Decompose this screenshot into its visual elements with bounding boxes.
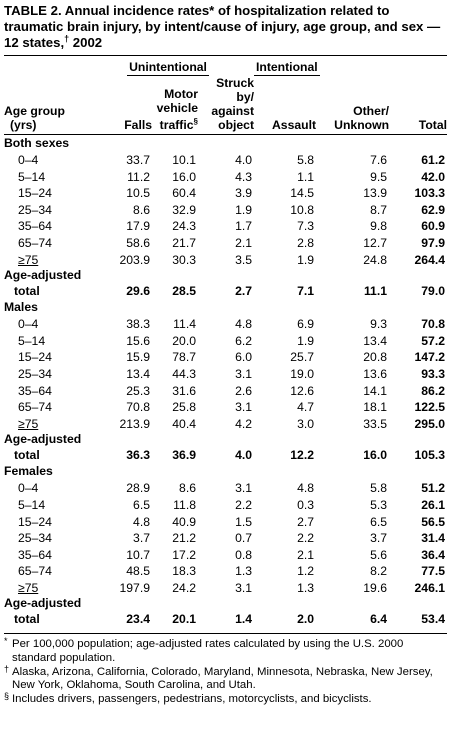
assault-cell: 1.9 [297, 252, 315, 267]
total-cell: 70.8 [421, 317, 446, 332]
motor-cell: 16.0 [172, 169, 196, 184]
total-cell: 62.9 [421, 202, 446, 217]
footnote-1: * Per 100,000 population; age-adjusted rates calculated by using the U.S. 2000 standard population. [4, 636, 404, 665]
struck-cell: 3.1 [235, 366, 253, 381]
other-cell: 18.1 [363, 400, 388, 415]
motor-cell: 18.3 [172, 564, 196, 579]
assault-cell: 2.1 [297, 547, 315, 562]
struck-cell: 0.7 [235, 531, 253, 546]
age-group-cell: 25–34 [18, 202, 52, 217]
motor-cell: 40.9 [172, 514, 196, 529]
falls-cell: 13.4 [126, 366, 150, 381]
table-row [4, 383, 447, 400]
other-cell: 5.8 [370, 481, 388, 496]
adjusted-total-cell: 79.0 [421, 284, 446, 299]
struck-cell: 6.2 [235, 333, 253, 348]
adjusted-falls-cell: 36.3 [126, 448, 150, 463]
falls-cell: 10.5 [126, 186, 150, 201]
age-group-cell: ≥75 [18, 580, 39, 595]
motor-cell: 44.3 [172, 366, 196, 381]
age-group-cell: 25–34 [18, 531, 52, 546]
struck-cell: 3.1 [235, 400, 253, 415]
spanning-header-row [4, 56, 447, 77]
age-adjusted-label: Age-adjusted [4, 268, 82, 283]
assault-cell: 3.0 [297, 416, 315, 431]
other-cell: 5.3 [370, 497, 388, 512]
other-cell: 12.7 [363, 235, 388, 250]
age-group-cell: 65–74 [18, 400, 52, 415]
struck-cell: 3.9 [235, 186, 253, 201]
struck-cell: 1.9 [235, 202, 253, 217]
table-row [4, 480, 447, 497]
age-adjusted-total-label: total [14, 612, 40, 627]
col-header-age-group: Age group (yrs) [4, 104, 65, 132]
adjusted-assault-cell: 7.1 [297, 284, 315, 299]
assault-cell: 14.5 [290, 186, 315, 201]
falls-cell: 38.3 [126, 317, 150, 332]
other-cell: 9.5 [370, 169, 388, 184]
age-adjusted-total-label: total [14, 284, 40, 299]
intentional-header: Intentional [256, 60, 318, 74]
table-row [4, 530, 447, 547]
total-cell: 61.2 [421, 153, 446, 167]
falls-cell: 15.9 [126, 350, 150, 365]
adjusted-total-cell: 105.3 [414, 448, 446, 463]
total-cell: 246.1 [414, 580, 446, 595]
age-group-cell: 15–24 [18, 350, 52, 365]
motor-cell: 20.0 [172, 333, 196, 348]
total-cell: 103.3 [414, 186, 446, 201]
assault-cell: 25.7 [290, 350, 315, 365]
assault-cell: 5.8 [297, 153, 315, 167]
assault-cell: 7.3 [297, 219, 315, 234]
age-group-cell: 0–4 [18, 481, 39, 496]
age-adjusted-total-row [4, 447, 447, 463]
other-cell: 13.9 [363, 186, 388, 201]
motor-cell: 8.6 [179, 481, 196, 496]
table-body [4, 135, 447, 628]
motor-cell: 60.4 [172, 186, 196, 201]
assault-cell: 1.9 [297, 333, 315, 348]
total-cell: 122.5 [414, 400, 446, 415]
struck-cell: 2.6 [235, 383, 253, 398]
falls-cell: 17.9 [126, 219, 150, 234]
assault-cell: 1.1 [297, 169, 315, 184]
falls-cell: 6.5 [133, 497, 150, 512]
incidence-table [4, 55, 447, 627]
table-row [4, 235, 447, 252]
total-cell: 93.3 [421, 366, 446, 381]
table-row [4, 169, 447, 186]
motor-cell: 21.2 [172, 531, 196, 546]
motor-cell: 30.3 [172, 252, 196, 267]
group-label: Females [4, 464, 53, 479]
motor-cell: 40.4 [172, 416, 196, 431]
age-group-cell: 35–64 [18, 547, 52, 562]
falls-cell: 4.8 [133, 514, 150, 529]
table-row [4, 580, 447, 597]
falls-cell: 25.3 [126, 383, 150, 398]
group-heading-row [4, 135, 447, 153]
age-group-cell: 5–14 [18, 169, 46, 184]
falls-cell: 11.2 [127, 169, 150, 184]
col-header-falls: Falls [124, 118, 152, 132]
group-heading-row [4, 463, 447, 480]
age-adjusted-total-row [4, 611, 447, 627]
table-row [4, 366, 447, 383]
total-cell: 26.1 [421, 497, 446, 512]
table-row [4, 333, 447, 350]
assault-cell: 19.0 [290, 366, 315, 381]
total-cell: 31.4 [421, 531, 446, 546]
age-group-cell: 15–24 [18, 514, 52, 529]
struck-cell: 3.5 [235, 252, 253, 267]
table-row [4, 218, 447, 235]
column-header-row [4, 76, 447, 135]
total-cell: 57.2 [421, 333, 446, 348]
falls-cell: 15.6 [126, 333, 150, 348]
col-header-motor-vehicle-traffic: Motor vehicle traffic§ [156, 86, 198, 132]
assault-cell: 1.3 [297, 580, 315, 595]
adjusted-struck-cell: 1.4 [235, 612, 253, 627]
struck-cell: 3.1 [235, 481, 253, 496]
group-label: Both sexes [4, 136, 70, 150]
footnote-2: † Alaska, Arizona, California, Colorado, Maryland, Minnesota, Nebraska, New Jersey, New York, Oklahoma, South Carolina, and Utah. [4, 663, 433, 692]
falls-cell: 10.7 [126, 547, 150, 562]
table-row [4, 202, 447, 219]
other-cell: 20.8 [363, 350, 388, 365]
struck-cell: 2.1 [235, 235, 253, 250]
adjusted-other-cell: 11.1 [363, 284, 388, 299]
group-heading-row [4, 299, 447, 316]
other-cell: 13.4 [363, 333, 388, 348]
age-adjusted-label-row [4, 596, 447, 611]
assault-cell: 6.9 [297, 317, 315, 332]
assault-cell: 12.6 [290, 383, 315, 398]
assault-cell: 10.8 [290, 202, 315, 217]
other-cell: 3.7 [370, 531, 388, 546]
other-cell: 9.8 [370, 219, 388, 234]
table-title [4, 3, 447, 51]
struck-cell: 4.0 [235, 153, 253, 167]
assault-cell: 0.3 [297, 497, 315, 512]
falls-cell: 197.9 [119, 580, 150, 595]
age-adjusted-label-row [4, 268, 447, 283]
falls-cell: 70.8 [126, 400, 150, 415]
table-row [4, 416, 447, 433]
age-adjusted-label: Age-adjusted [4, 596, 82, 611]
table-row [4, 514, 447, 531]
adjusted-other-cell: 6.4 [370, 612, 388, 627]
table-row [4, 497, 447, 514]
motor-cell: 21.7 [172, 235, 196, 250]
age-group-cell: 65–74 [18, 235, 52, 250]
assault-cell: 4.7 [297, 400, 315, 415]
struck-cell: 4.2 [235, 416, 253, 431]
falls-cell: 33.7 [126, 153, 150, 167]
assault-cell: 2.8 [297, 235, 315, 250]
falls-cell: 3.7 [133, 531, 150, 546]
other-cell: 13.6 [363, 366, 388, 381]
adjusted-motor-cell: 20.1 [172, 612, 196, 627]
motor-cell: 24.3 [172, 219, 196, 234]
age-group-cell: 5–14 [18, 497, 46, 512]
other-cell: 8.2 [370, 564, 388, 579]
adjusted-struck-cell: 4.0 [235, 448, 253, 463]
footnotes [4, 633, 447, 706]
title-year: 2002 [69, 35, 103, 50]
age-group-cell: 65–74 [18, 564, 52, 579]
age-group-cell: 35–64 [18, 219, 52, 234]
motor-cell: 32.9 [172, 202, 196, 217]
motor-cell: 25.8 [172, 400, 196, 415]
other-cell: 33.5 [363, 416, 388, 431]
motor-cell: 78.7 [172, 350, 196, 365]
age-group-cell: 0–4 [18, 153, 39, 167]
total-cell: 264.4 [414, 252, 446, 267]
footnote-3: § Includes drivers, passengers, pedestrians, motorcyclists, and bicyclists. [4, 690, 372, 705]
assault-cell: 2.7 [297, 514, 315, 529]
adjusted-falls-cell: 23.4 [126, 612, 150, 627]
total-cell: 97.9 [421, 235, 446, 250]
unintentional-header: Unintentional [129, 60, 207, 74]
falls-cell: 48.5 [126, 564, 150, 579]
adjusted-motor-cell: 28.5 [172, 284, 196, 299]
age-group-cell: 15–24 [18, 186, 52, 201]
title-text: TABLE 2. Annual incidence rates* of hospitalization related to traumatic brain injury, by intent/cause of injury, age group, and sex — 12 states, [4, 3, 441, 50]
struck-cell: 1.3 [235, 564, 253, 579]
total-cell: 60.9 [421, 219, 446, 234]
falls-cell: 213.9 [119, 416, 150, 431]
struck-cell: 4.3 [235, 169, 253, 184]
total-cell: 77.5 [421, 564, 446, 579]
falls-cell: 58.6 [126, 235, 150, 250]
table-row [4, 563, 447, 580]
table-row [4, 185, 447, 202]
struck-cell: 2.2 [235, 497, 253, 512]
struck-cell: 1.5 [235, 514, 253, 529]
falls-cell: 28.9 [126, 481, 150, 496]
title-dagger-mark: † [64, 33, 70, 44]
table-row [4, 316, 447, 333]
struck-cell: 4.8 [235, 317, 253, 332]
table-row [4, 349, 447, 366]
struck-cell: 3.1 [235, 580, 253, 595]
other-cell: 6.5 [370, 514, 388, 529]
age-group-cell: 5–14 [18, 333, 46, 348]
age-group-cell: 0–4 [18, 317, 39, 332]
total-cell: 295.0 [414, 416, 446, 431]
total-cell: 42.0 [421, 169, 446, 184]
other-cell: 5.6 [370, 547, 388, 562]
assault-cell: 4.8 [297, 481, 315, 496]
total-cell: 51.2 [421, 481, 446, 496]
other-cell: 14.1 [363, 383, 388, 398]
age-adjusted-label-row [4, 432, 447, 447]
total-cell: 56.5 [421, 514, 446, 529]
age-adjusted-total-label: total [14, 448, 40, 463]
col-header-total: Total [418, 118, 448, 132]
motor-cell: 31.6 [172, 383, 196, 398]
adjusted-other-cell: 16.0 [363, 448, 388, 463]
col-header-struck: Struck by/ against object [211, 76, 255, 132]
motor-footnote-mark: § [193, 116, 198, 126]
col-header-assault: Assault [271, 118, 317, 132]
adjusted-total-cell: 53.4 [421, 612, 446, 627]
other-cell: 9.3 [370, 317, 388, 332]
age-adjusted-label: Age-adjusted [4, 432, 82, 447]
motor-cell: 17.2 [172, 547, 196, 562]
adjusted-struck-cell: 2.7 [235, 284, 253, 299]
motor-cell: 10.1 [172, 153, 196, 167]
age-group-cell: 25–34 [18, 366, 52, 381]
assault-cell: 2.2 [297, 531, 315, 546]
adjusted-assault-cell: 2.0 [297, 612, 315, 627]
table-row [4, 399, 447, 416]
group-label: Males [4, 300, 38, 315]
total-cell: 86.2 [421, 383, 446, 398]
struck-cell: 1.7 [235, 219, 253, 234]
assault-cell: 1.2 [297, 564, 315, 579]
motor-cell: 11.4 [173, 317, 196, 332]
motor-cell: 11.8 [173, 497, 196, 512]
falls-cell: 8.6 [133, 202, 150, 217]
struck-cell: 0.8 [235, 547, 253, 562]
adjusted-falls-cell: 29.6 [126, 284, 150, 299]
other-cell: 8.7 [370, 202, 388, 217]
age-adjusted-total-row [4, 283, 447, 299]
col-header-other-unknown: Other/ Unknown [334, 104, 390, 132]
falls-cell: 203.9 [119, 252, 150, 267]
table-row [4, 547, 447, 564]
other-cell: 24.8 [363, 252, 388, 267]
age-group-cell: 35–64 [18, 383, 52, 398]
age-group-cell: ≥75 [18, 416, 39, 431]
motor-cell: 24.2 [172, 580, 196, 595]
table-row [4, 152, 447, 169]
other-cell: 19.6 [363, 580, 388, 595]
struck-cell: 6.0 [235, 350, 253, 365]
total-cell: 36.4 [421, 547, 446, 562]
total-cell: 147.2 [414, 350, 446, 365]
adjusted-motor-cell: 36.9 [172, 448, 196, 463]
table-row [4, 252, 447, 269]
adjusted-assault-cell: 12.2 [290, 448, 315, 463]
age-group-cell: ≥75 [18, 252, 39, 267]
other-cell: 7.6 [370, 153, 388, 167]
